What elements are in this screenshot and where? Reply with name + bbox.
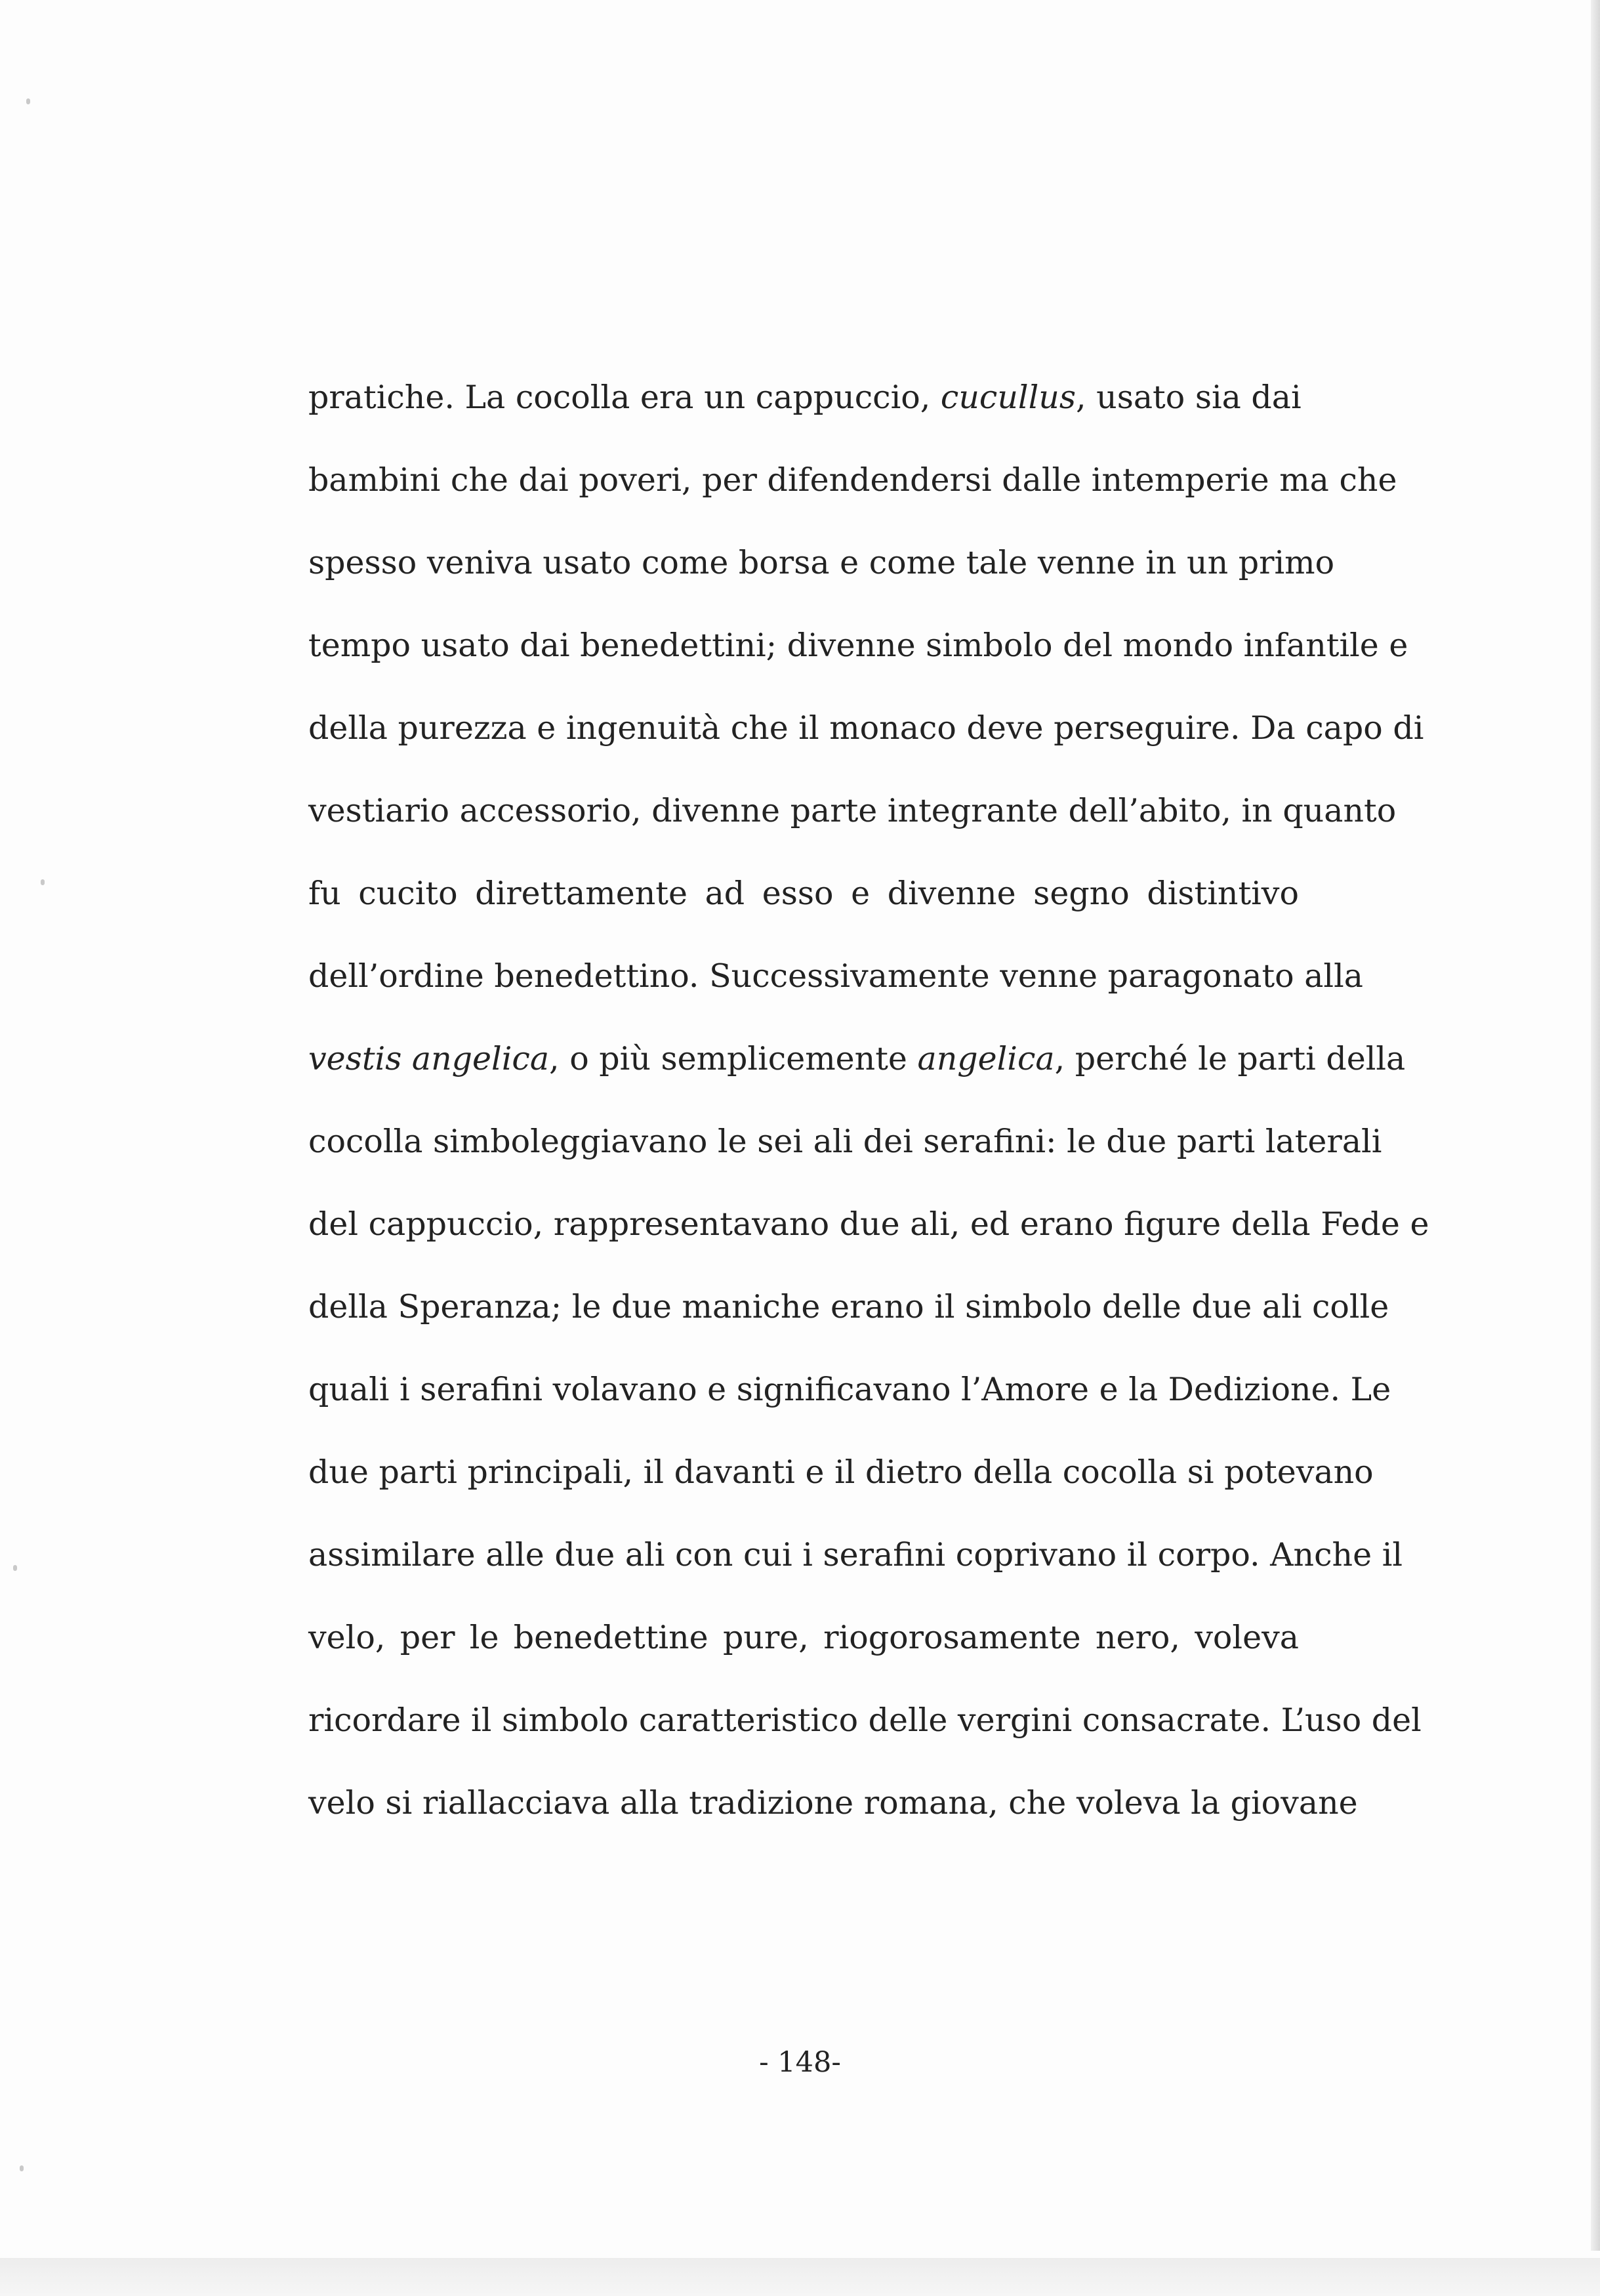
text-span: cocolla simboleggiavano le sei ali dei serafini: le due parti laterali xyxy=(308,1123,1382,1160)
text-line xyxy=(308,702,1424,785)
margin-speck xyxy=(20,2165,24,2171)
text-span: due parti principali, il davanti e il dietro della cocolla si potevano xyxy=(308,1453,1374,1491)
text-span: velo si riallacciava alla tradizione romana, che voleva la giovane xyxy=(308,1784,1358,1822)
text-span: , perché le parti della xyxy=(1054,1040,1406,1077)
text-line xyxy=(308,1529,1403,1612)
text-span: ricordare il simbolo caratteristico delle vergini consacrate. L’uso del xyxy=(308,1701,1422,1739)
text-span: del cappuccio, rappresentavano due ali, ed erano figure della Fede e xyxy=(308,1205,1429,1243)
text-line xyxy=(308,371,1302,454)
text-line xyxy=(308,1694,1422,1777)
text-line xyxy=(308,785,1397,867)
text-span: , o più semplicemente xyxy=(549,1040,918,1077)
text-line xyxy=(308,619,1408,702)
text-line xyxy=(308,1612,1299,1694)
text-line xyxy=(308,454,1397,537)
text-span: spesso veniva usato come borsa e come tale venne in un primo xyxy=(308,544,1335,581)
text-span: velo, per le benedettine pure, riogorosamente nero, voleva xyxy=(308,1619,1299,1656)
text-span: quali i serafini volavano e significavano l’Amore e la Dedizione. Le xyxy=(308,1371,1391,1408)
page-number: - 148- xyxy=(759,2046,841,2079)
italic-term: cucullus xyxy=(940,379,1076,416)
text-line xyxy=(308,1364,1391,1446)
text-line xyxy=(308,1446,1374,1529)
text-span: dell’ordine benedettino. Successivamente venne paragonato alla xyxy=(308,957,1363,995)
margin-speck xyxy=(26,98,30,104)
margin-speck xyxy=(41,879,45,885)
text-line xyxy=(308,1033,1406,1116)
text-span: , usato sia dai xyxy=(1075,379,1302,416)
text-line xyxy=(308,950,1363,1033)
text-span: tempo usato dai benedettini; divenne simbolo del mondo infantile e xyxy=(308,627,1408,664)
text-line xyxy=(308,1281,1389,1364)
text-span: della purezza e ingenuità che il monaco deve perseguire. Da capo di xyxy=(308,709,1424,747)
text-line xyxy=(308,1198,1429,1281)
text-line xyxy=(308,1777,1358,1860)
text-span: della Speranza; le due maniche erano il simbolo delle due ali colle xyxy=(308,1288,1389,1325)
text-span: vestiario accessorio, divenne parte integrante dell’abito, in quanto xyxy=(308,792,1397,829)
italic-term: angelica xyxy=(917,1040,1055,1077)
margin-speck xyxy=(13,1565,17,1571)
text-line xyxy=(308,1116,1382,1198)
text-line xyxy=(308,867,1299,950)
text-span: pratiche. La cocolla era un cappuccio, xyxy=(308,379,941,416)
page-bottom-edge xyxy=(0,2258,1600,2296)
body-text xyxy=(308,371,1429,1860)
page-edge-shadow xyxy=(1591,0,1600,2251)
text-span: assimilare alle due ali con cui i serafini coprivano il corpo. Anche il xyxy=(308,1536,1403,1574)
text-line xyxy=(308,537,1335,619)
italic-term: vestis angelica xyxy=(308,1040,550,1077)
text-span: fu cucito direttamente ad esso e divenne segno distintivo xyxy=(308,875,1299,912)
text-span: bambini che dai poveri, per difendendersi dalle intemperie ma che xyxy=(308,461,1397,499)
